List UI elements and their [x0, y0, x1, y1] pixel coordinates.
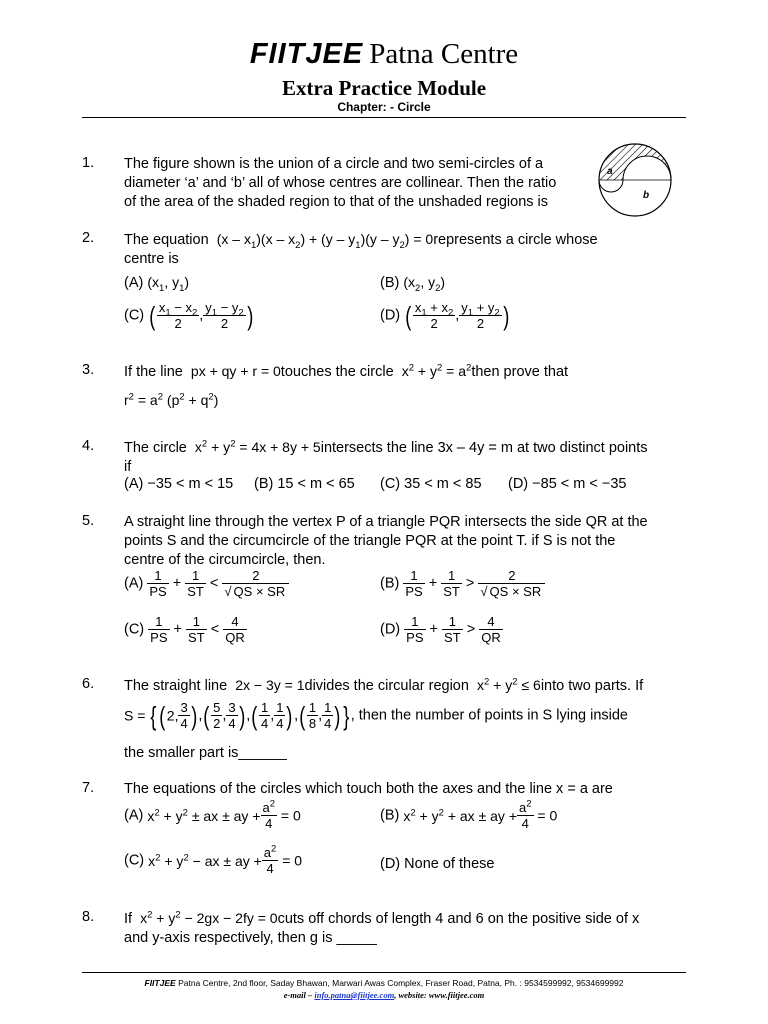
option-b: (B) $x^2 + y^2$ + ax ± ay + $\frac{a^2}{4}$ = 0: [380, 798, 558, 831]
footer-contact: e-mail – info.patna@fiitjee.com, website: www.fiitjee.com: [283, 990, 485, 1000]
option-c: (C) 35 < m < 85: [380, 476, 482, 492]
question-number: 4.: [82, 438, 95, 454]
footer-address: FIITJEE Patna Centre, 2nd floor, Saday Bhawan, Marwari Awas Complex, Fraser Road, Patna, Ph. : 9534599992, 9534699992: [144, 978, 624, 988]
chapter-title: Chapter: - Circle: [337, 100, 431, 114]
question-number: 8.: [82, 909, 95, 925]
header-divider: [82, 117, 686, 118]
question-number: 6.: [82, 676, 95, 692]
question-number: 3.: [82, 362, 95, 378]
question-3: If the line px + qy + r = 0touches the circle $x^2 + y^2$ = $a^2then$ prove that $r^2 = a^2$ $(p^2 + q^2)$: [124, 362, 569, 408]
option-b: (B) $\frac{1}{PS}$ + $\frac{1}{ST}$ > $\frac{2}{√ QS \times SR}$: [380, 568, 545, 599]
question-7: The equations of the circles which touch both the axes and the line x = a are: [124, 781, 613, 797]
email-link[interactable]: info.patna@fiitjee.com: [314, 990, 395, 1000]
question-number: 5.: [82, 513, 95, 529]
option-b: (B) ($x_2$, $y_2$): [380, 274, 446, 294]
option-a: (A) $x^2 + y^2$ ± ax ± ay + $\frac{a^2}{4}$ = 0: [124, 798, 301, 831]
figure-label-b: b: [643, 190, 650, 201]
question-number: 7.: [82, 780, 95, 796]
question-6-tail: the smaller part is______: [124, 745, 287, 761]
question-5: A straight line through the vertex P of a triangle PQR intersects the side QR at the points S and the circumcircle of the triangle PQR at the point T. if S is not the centre of the circumcircle, then.: [124, 514, 648, 568]
option-d: (D) ( $\frac{x_1 + x_2}{2}$ , $\frac{y_1 + y_2}{2}$ ): [380, 300, 510, 331]
question-number: 1.: [82, 155, 95, 171]
circle-figure: [596, 141, 674, 221]
option-c: (C) $x^2 + y^2$ − ax ± ay + $\frac{a^2}{4}$ = 0: [124, 843, 303, 876]
set-s: S = { (2, $\frac{3}{4}$ ),( $\frac{5}{2}$ , $\frac{3}{4}$ ),( $\frac{1}{4}$ , $\frac{1}{4}$ ),( $\frac{1}{8}$ , $\frac{1}{4}$ ) }, then the number of points in S lying inside: [124, 700, 628, 731]
option-c: (C) ( $\frac{x_1 - x_2}{2}$ , $\frac{y_1 - y_2}{2}$ ): [124, 300, 254, 331]
option-a: (A) $\frac{1}{PS}$ + $\frac{1}{ST}$ < $\frac{2}{√ QS \times SR}$: [124, 568, 289, 599]
footer-divider: [82, 972, 686, 973]
module-title: Extra Practice Module: [281, 76, 487, 100]
centre-name: Patna Centre: [369, 38, 519, 70]
option-d: (D) $\frac{1}{PS}$ + $\frac{1}{ST}$ > $\frac{4}{QR}$: [380, 614, 501, 645]
option-a: (A) ($x_1$, $y_1$): [124, 274, 190, 294]
question-4: The circle $x^2 + y^2 = 4x + 8y$ + 5intersects the line 3x – 4y = m at two distinct points if: [124, 438, 648, 475]
option-c: (C) $\frac{1}{PS}$ + $\frac{1}{ST}$ < $\frac{4}{QR}$: [124, 614, 245, 645]
option-a: (A) −35 < m < 15: [124, 476, 234, 492]
question-1: The figure shown is the union of a circle and two semi-circles of a diameter ‘a’ and ‘b’ all of whose centres are collinear. Then the ratio of the area of the shaded region to that of the unshaded regions is: [124, 156, 557, 210]
option-d: (D) None of these: [380, 856, 495, 872]
question-number: 2.: [82, 230, 95, 246]
page-title: [0, 38, 768, 71]
option-b: (B) 15 < m < 65: [254, 476, 355, 492]
question-8: If $x^2 + y^2 - 2gx - 2fy$ = 0cuts off chords of length 4 and 6 on the positive side of x and y-axis respectively, then g is _____: [124, 909, 640, 946]
option-d: (D) −85 < m < −35: [508, 476, 627, 492]
question-2: The equation $(x - x_1)(x - x_2) + (y - y_1)(y - y_2)$ = 0represents a circle whose centre is: [124, 231, 598, 267]
figure-label-a: a: [607, 166, 613, 177]
fiitjee-logo: FIITJEE: [249, 38, 364, 70]
question-6: The straight line 2x − 3y = 1divides the circular region $x^2 + y^2$ ≤ 6into two parts. If: [124, 676, 644, 694]
